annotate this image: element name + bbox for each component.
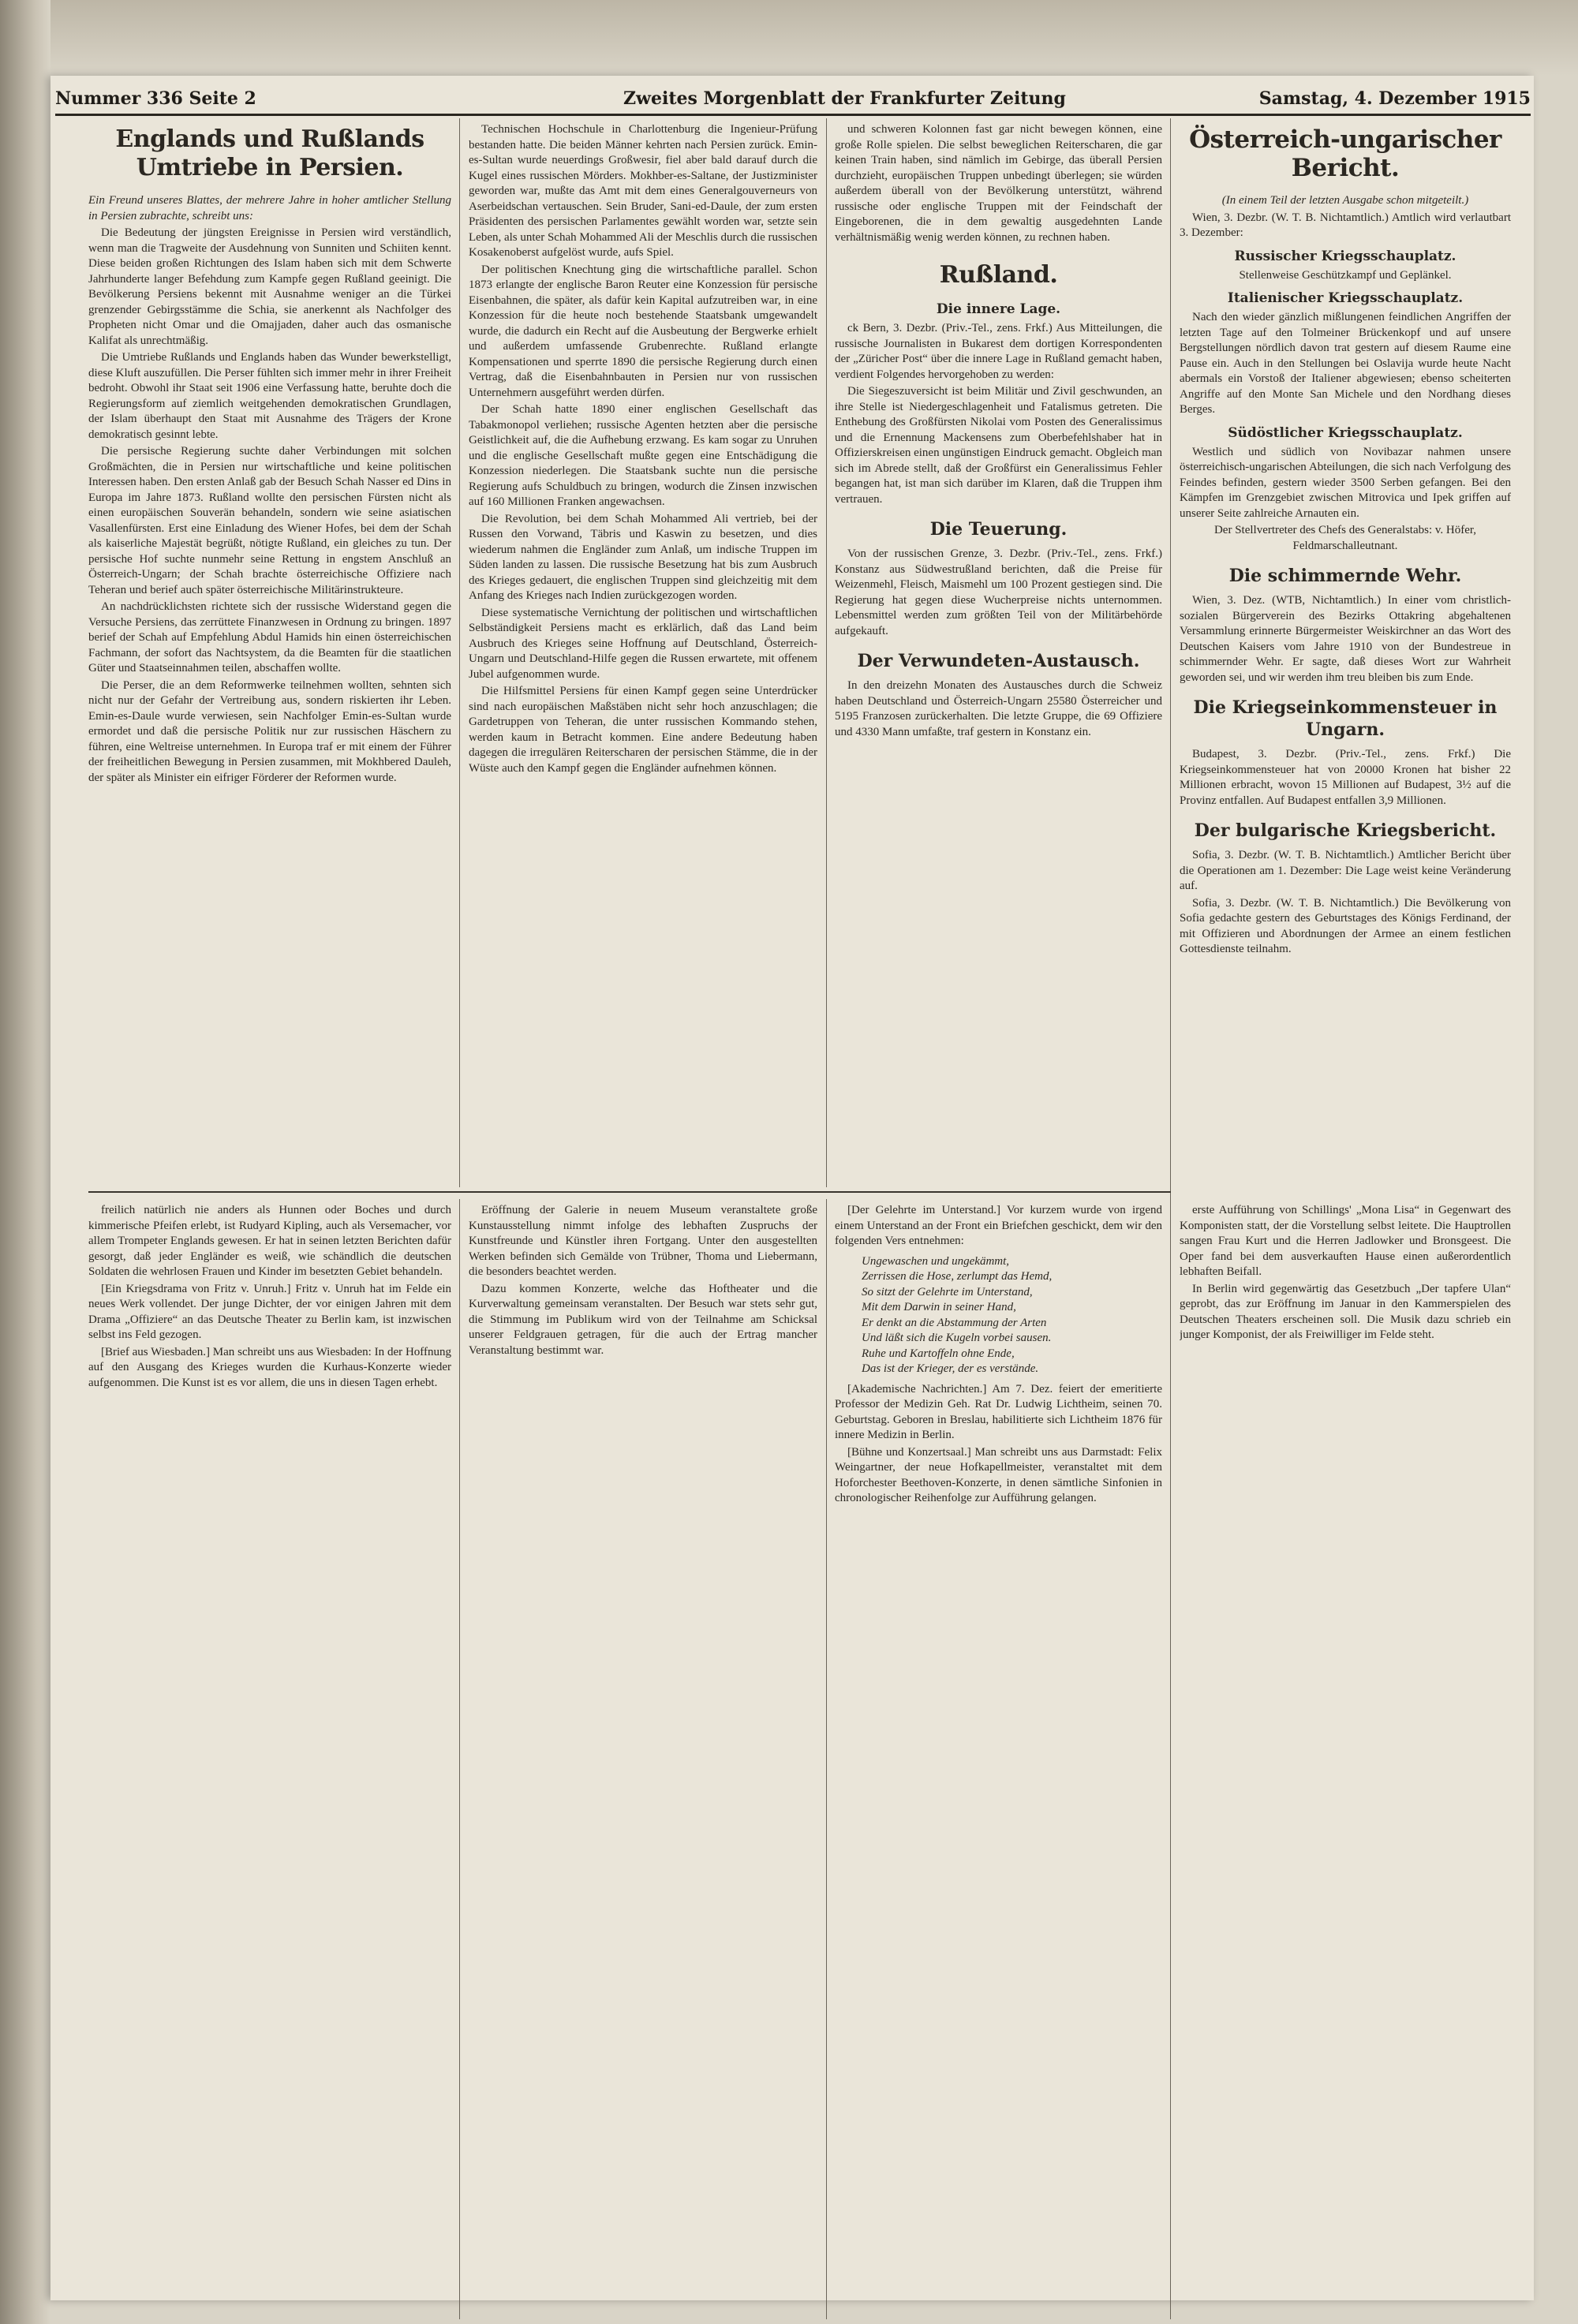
paragraph: Die Bedeutung der jüngsten Ereignisse in Persien wird verständlich, wenn man die Tragweite der Ausdehnung von Sunniten und Schiiten kennt. Diese beiden großen Richtungen des Islam haben sich mit dem Schwerte Jahrhunderte langer Befehdung zum Kampfe gegen Rußland geeinigt. Die Bevölkerung Persiens bekennt mit Ausnahme weniger an die Türkei grenzender Gebirgsstämme die Schia, sie anerkennt als Nachfolger des Propheten nicht Omar und die Omajjaden, daher auch das osmanische Kalifat als unrechtmäßig. bbox=[88, 226, 451, 347]
poem-line: Mit dem Darwin in seiner Hand, bbox=[862, 1301, 1016, 1313]
paragraph: [Der Gelehrte im Unterstand.] Vor kurzem wurde von irgend einem Unterstand an der Front ein Briefchen geschickt, dem wir den folgenden Vers entnehmen: bbox=[835, 1204, 1162, 1247]
paragraph: Westlich und südlich von Novibazar nahmen unsere österreichisch-ungarischen Abteilungen, die sich nach Verfolgung des Feindes befinden, gestern wieder 3500 Serben gefangen. Bei den Kämpfen im Grenzgebiet zwischen Mitrovica und Ipek griffen auf unserer Seite zahlreiche Arnauten ein. bbox=[1180, 445, 1511, 520]
column-rule-1 bbox=[459, 118, 460, 1187]
article-austria-report bbox=[1180, 122, 1511, 1187]
paragraph: In den dreizehn Monaten des Austausches durch die Schweiz haben Deutschland und Österreich-Ungarn 25580 Österreicher und 5195 Franzosen zurückerhalten. Die letzte Gruppe, die 69 Offiziere und 4330 Mann umfaßte, traf gestern in Konstanz ein. bbox=[835, 679, 1162, 738]
article-austria-lead: (In einem Teil der letzten Ausgabe schon mitgeteilt.) bbox=[1221, 194, 1469, 207]
poem-line: Das ist der Krieger, der es verstände. bbox=[862, 1362, 1039, 1375]
paragraph: und schweren Kolonnen fast gar nicht bewegen können, eine große Rolle spielen. Die selbst beweglichen Reiterscharen, die gar keinen Train haben, sind nämlich im Gebirge, das überall Persien durchzieht, europäischen Truppen unbedingt überlegen; sie würden außerdem überall von der Bevölkerung unterstützt, während russische oder englische Truppen mit der Feindschaft der Eingeborenen, die in dem gewaltig ausgedehnten Lande verhältnismäßig wenig werden können, zu rechnen haben. bbox=[835, 123, 1162, 244]
masthead bbox=[55, 82, 1531, 116]
paragraph: Die Perser, die an dem Reformwerke teilnehmen wollten, sehnten sich nicht nur der Gefahr der Vertreibung aus, sondern riskierten ihr Leben. Emin-es-Daule wurde verwiesen, sein Nachfolger Emin-es-Sultan wurde ermordet und daß die persische Politik nur zur russischen Häschern zu führen, eine Weltreise unternehmen. In Europa traf er mit einem der Führer der freiheitlichen Bewegung in Persien zusammen, mit Mokhbered Dauleh, der später als Minister ein eifriger Förderer der Reformen wurde. bbox=[88, 678, 451, 784]
article-persia-continued bbox=[469, 122, 817, 1187]
feuilleton-divider bbox=[88, 1191, 1171, 1193]
paragraph: In Berlin wird gegenwärtig das Gesetzbuch „Der tapfere Ulan“ geprobt, das zur Eröffnung im Januar in den Kammerspielen des Deutschen Theaters erscheinen soll. Die Musik dazu schrieb ein junger Komponist, der als Freiwilliger im Felde steht. bbox=[1180, 1282, 1511, 1341]
paragraph: Die Umtriebe Rußlands und Englands haben das Wunder bewerkstelligt, diese Kluft auszufüllen. Die Perser fühlten sich immer mehr in ihrer Freiheit bedroht. Obwohl ihr Staat seit 1906 eine Verfassung hatte, beruhte doch die Regierungsform auf ziemlich weitgehenden demokratischen Grundlagen, der Islam überhaupt den Staat mit Ausnahme des Trägers der Krone demokratisch gesinnt lebte. bbox=[88, 351, 451, 441]
paragraph: [Akademische Nachrichten.] Am 7. Dez. feiert der emeritierte Professor der Medizin Geh. Rat Dr. Ludwig Lichtheim, seinen 70. Geburtstag. Geboren in Breslau, habilitierte sich Lichtheim 1876 für innere Medizin in Berlin. bbox=[835, 1382, 1162, 1441]
paragraph: erste Aufführung von Schillings' „Mona Lisa“ in Gegenwart des Komponisten statt, der die Vorstellung selbst leitete. Die Hauptrollen sangen Frau Kurt und die Herren Jadlowker und Bronsgeest. Die Oper fand bei dem ausverkauften Hause einen außerordentlich lebhaften Beifall. bbox=[1180, 1204, 1511, 1278]
subheading: Italienischer Kriegsschauplatz. bbox=[1227, 290, 1464, 306]
paragraph: freilich natürlich nie anders als Hunnen oder Boches und durch kimmerische Pfeifen erlebt, ist Rudyard Kipling, auch als Versemacher, vor allem Trompeter Englands gewesen. Er hat in seinen letzten Berichten dafür gesorgt, daß jeder Engländer es weiß, wie schändlich die deutschen Soldaten die wehrlosen Frauen und Kinder im besetzten Gebiet behandeln. bbox=[88, 1204, 451, 1278]
paragraph: Der Schah hatte 1890 einer englischen Gesellschaft das Tabakmonopol verliehen; russische Agenten hetzten aber die persische Geistlichkeit auf, die die Aufhebung erzwang. Es kam sogar zu Unruhen und die englische Gesellschaft mußte gegen eine Entschädigung die Konzession niederlegen. Die Staatsbank suchte nun die persische Regierung aufs Schuldbuch zu bringen, wodurch die Zinsen inzwischen auf 160 Millionen Franken angewachsen. bbox=[469, 403, 817, 508]
section-heading: Die Kriegseinkommensteuer in Ungarn. bbox=[1193, 697, 1498, 740]
article-russia bbox=[835, 122, 1162, 1187]
column-rule-3 bbox=[1170, 118, 1171, 2319]
poem bbox=[835, 1254, 1162, 1377]
paragraph: Wien, 3. Dez. (WTB, Nichtamtlich.) In einer vom christlich-sozialen Bürgerverein des Bezirks Ottakring abgehaltenen Versammlung erinnerte Bürgermeister Weiskirchner an das Wort des Deutschen Kaisers vom Jahre 1910 von der Bundestreue in schimmernder Wehr. Er sagte, daß dieses Wort zur Wahrheit geworden sei, und wir werden ihm treu bleiben bis zum Ende. bbox=[1180, 594, 1511, 684]
paragraph: Von der russischen Grenze, 3. Dezbr. (Priv.-Tel., zens. Frkf.) Konstanz aus Südwestrußland berichten, daß die Preise für Weizenmehl, Fleisch, Maismehl um 100 Prozent gestiegen sind. Die Regierung hat gegen diese Wucherpreise nichts unternommen. Lebensmittel werden zum größten Teil von der Militärbehörde aufgekauft. bbox=[835, 547, 1162, 637]
feuilleton-column-2 bbox=[469, 1203, 817, 2300]
paragraph: Nach den wieder gänzlich mißlungenen feindlichen Angriffen der letzten Tage auf den Tolmeiner Brückenkopf und auf unsere Bergstellungen nördlich davon trat gestern auf diesem Raume eine Pause ein. Auch in den Stellungen bei Oslavija wurde heute Nacht abermals ein Vorstoß der Italiener abgewiesen; ebenso scheiterten Angriffe auf den Monte San Michele und den Nordhang dieses Berges. bbox=[1180, 311, 1511, 416]
section-heading: Der bulgarische Kriegsbericht. bbox=[1194, 820, 1497, 841]
masthead-issue: Nummer 336 Seite 2 bbox=[55, 88, 256, 109]
paragraph: An nachdrücklichsten richtete sich der russische Widerstand gegen die Versuche Persiens, das zerrüttete Finanzwesen in Ordnung zu bringen. 1897 berief der Schah auf Empfehlung Abdul Hamids hin einen österreichischen Fachmann, der sofort das Nachtsystem, da die Beamten für die staatlichen Güter und Staatseinnahmen teilen, abschaffen wollte. bbox=[88, 600, 451, 674]
poem-line: So sitzt der Gelehrte im Unterstand, bbox=[862, 1285, 1033, 1298]
section-heading: Der Verwundeten-Austausch. bbox=[857, 651, 1140, 671]
section-heading: Die schimmernde Wehr. bbox=[1228, 566, 1462, 586]
paragraph: Budapest, 3. Dezbr. (Priv.-Tel., zens. Frkf.) Die Kriegseinkommensteuer hat von 20000 Kronen hat bisher 22 Millionen erbracht, wovon 15 Millionen auf Budapest, 3½ auf die Provinz entfallen. Auf Budapest entfallen 3,9 Millionen. bbox=[1180, 748, 1511, 807]
paragraph: [Ein Kriegsdrama von Fritz v. Unruh.] Fritz v. Unruh hat im Felde ein neues Werk vollendet. Der junge Dichter, der vor einigen Jahren mit dem Drama „Offiziere“ an das Deutsche Theater zu Berlin kam, ist inzwischen selbst ins Feld gezogen. bbox=[88, 1282, 451, 1341]
paragraph: Dazu kommen Konzerte, welche das Hoftheater und die Kurverwaltung gemeinsam veranstalten. Der Besuch war stets sehr gut, die Stimmung im Publikum wird von der Teilnahme am Schicksal unserer Feldgrauen getragen, für die auch der Ertrag mancher Veranstaltung bestimmt war. bbox=[469, 1282, 817, 1357]
paragraph: Eröffnung der Galerie in neuem Museum veranstaltete große Kunstausstellung nimmt infolge des lebhaften Zuspruchs der Kunstfreunde und Künstler ihren Fortgang. Unter den ausgestellten Werken befinden sich Gemälde von Trübner, Thoma und Liebermann, die besonders beachtet werden. bbox=[469, 1204, 817, 1278]
article-persia-title: Englands und Rußlands Umtriebe in Persien. bbox=[115, 125, 424, 181]
article-austria-title: Österreich-ungarischer Bericht. bbox=[1189, 125, 1501, 182]
poem-line: Ruhe und Kartoffeln ohne Ende, bbox=[862, 1347, 1015, 1360]
paragraph: [Bühne und Konzertsaal.] Man schreibt uns aus Darmstadt: Felix Weingartner, der neue Hofkapellmeister, veranstaltet mit dem Hoforchester Beethoven-Konzerte, in denen sämtliche Sinfonien in chronologischer Reihenfolge zur Aufführung gelangen. bbox=[835, 1445, 1162, 1504]
paragraph: Die persische Regierung suchte daher Verbindungen mit solchen Großmächten, die in Persien nur wirtschaftliche und keine politischen Interessen haben. Den ersten Anlaß gab der Besuch Schah Nasser ed Dins in Europa im Jahre 1873. Rußland wollte den persischen Fürsten nicht als einen europäischen Souverän behandeln, sondern wie seine asiatischen Vasallenfürsten. Erst eine Einladung des Wiener Hofes, bei dem der Schah als kaiserliche Majestät begrüßt, nötigte Rußland, ein gleiches zu tun. Der persische Hof suchte nunmehr seine Rettung in engstem Anschluß an Österreich-Ungarn; der Schah brachte österreichische Offiziere nach Teheran und berief auch später österreichische Militärinstrukteure. bbox=[88, 445, 451, 596]
article-russia-title: Rußland. bbox=[939, 261, 1058, 289]
article-persia bbox=[88, 122, 451, 1187]
masthead-date: Samstag, 4. Dezember 1915 bbox=[1258, 88, 1531, 109]
paragraph: Der politischen Knechtung ging die wirtschaftliche parallel. Schon 1873 erlangte der englische Baron Reuter eine Konzession für persische Eisenbahnen, die später, als dafür kein Kapital aufzutreiben war, in eine Konzession für die heute noch bestehende Staatsbank umgewandelt wurde, die dadurch ein Recht auf die Ausbeutung der Bergwerke erhielt und außerdem umfassende Grubenrechte. Rußland erlangte Kompensationen und sperrte 1890 die persische Regierung durch einen Vertrag, daß die Eisenbahnbauten in Persien nur von russischen Unternehmern ausgeführt werden dürfen. bbox=[469, 263, 817, 399]
subheading-note: Stellenweise Geschützkampf und Geplänkel. bbox=[1239, 268, 1452, 282]
subheading: Südöstlicher Kriegsschauplatz. bbox=[1228, 424, 1463, 441]
feuilleton-rule-2 bbox=[826, 1199, 827, 2319]
column-rule-2 bbox=[826, 118, 827, 1187]
subheading: Russischer Kriegsschauplatz. bbox=[1234, 248, 1456, 264]
dateline: Wien, 3. Dezbr. (W. T. B. Nichtamtlich.) Amtlich wird verlautbart 3. Dezember: bbox=[1180, 211, 1511, 239]
poem-line: Zerrissen die Hose, zerlumpt das Hemd, bbox=[862, 1270, 1053, 1283]
poem-line: Ungewaschen und ungekämmt, bbox=[862, 1254, 1010, 1268]
feuilleton-column-1 bbox=[88, 1203, 451, 2300]
paragraph: Technischen Hochschule in Charlottenburg die Ingenieur-Prüfung bestanden hatte. Die beiden Männer kehrten nach Persien zurück. Emin-es-Sultan wurde neuerdings Großwesir, fiel aber bald darauf durch die Kugel eines russischen Mörders. Mokhber-es-Saltane, der Justizminister geworden war, mußte das Amt mit dem eines Generalgouverneurs von Aserbeidschan vertauschen. Sein Bruder, Sani-ed-Daule, der zum ersten Präsidenten des persischen Parlamentes gewählt worden war, setzte sein Leben, als unter Schah Mohammed Ali der Meschlis durch die russischen Kosakenoberst aufgelöst wurde, aufs Spiel. bbox=[469, 123, 817, 259]
feuilleton-column-3 bbox=[835, 1203, 1162, 2300]
article-persia-lead: Ein Freund unseres Blattes, der mehrere Jahre in hoher amtlicher Stellung in Persien zubrachte, schreibt uns: bbox=[88, 194, 451, 222]
paragraph: [Brief aus Wiesbaden.] Man schreibt uns aus Wiesbaden: In der Hoffnung auf den Ausgang des Krieges wurden die Kurhaus-Konzerte wieder aufgenommen. Die Kunst ist es vor allem, die uns in diesen Tagen erhebt. bbox=[88, 1345, 451, 1389]
poem-line: Und läßt sich die Kugeln vorbei sausen. bbox=[862, 1332, 1052, 1344]
paragraph: Diese systematische Vernichtung der politischen und wirtschaftlichen Selbständigkeit Persiens macht es erklärlich, daß das Land beim Ausbruch des Krieges seine Hoffnung auf Deutschland, Österreich-Ungarn und Deutschland-Hilfe gegen die Russen erwartete, mit offenem Jubel aufgenommen wurde. bbox=[469, 606, 817, 681]
paragraph: Die Siegeszuversicht ist beim Militär und Zivil geschwunden, an ihre Stelle ist Niedergeschlagenheit und Fatalismus getreten. Die Enthebung des Großfürsten Nikolai vom Posten des Generalissimus und die Ernennung Mackensens zum Oberbefehlshaber hat in Offizierskreisen einen ungünstigen Eindruck gemacht. Obgleich man sich im Abrede stellt, daß der Großfürst ein Generalissimus Fehler begangen hat, ist man sich darüber im Klaren, daß die Truppen ihm vertrauen. bbox=[835, 385, 1162, 506]
paragraph: Die Revolution, bei dem Schah Mohammed Ali vertrieb, bei der Russen den Vorwand, Täbris und Kaswin zu besetzen, und dies wiederum nahmen die Engländer zum Anlaß, um indische Truppen im Süden landen zu lassen. Die russische Besetzung hat bis zum Ausbruch des Krieges gedauert, die englischen Truppen sind gleichzeitig mit dem Anfang des Krieges nach Indien zurückgezogen worden. bbox=[469, 512, 817, 602]
book-spine-shadow bbox=[0, 0, 50, 2324]
paragraph: ck Bern, 3. Dezbr. (Priv.-Tel., zens. Frkf.) Aus Mitteilungen, die russische Journalisten in Bukarest dem dortigen Korrespondenten der „Züricher Post“ über die innere Lage in Rußland gemacht haben, verdient Folgendes hervorgehoben zu werden: bbox=[835, 322, 1162, 381]
page-top-margin bbox=[50, 0, 1578, 76]
article-russia-subtitle: Die innere Lage. bbox=[936, 301, 1061, 317]
section-heading: Die Teuerung. bbox=[929, 519, 1068, 540]
signature: Der Stellvertreter des Chefs des Generalstabs: v. Höfer, Feldmarschalleutnant. bbox=[1213, 524, 1477, 552]
feuilleton-rule-1 bbox=[459, 1199, 460, 2319]
paragraph: Sofia, 3. Dezbr. (W. T. B. Nichtamtlich.) Die Bevölkerung von Sofia gedachte gestern des Geburtstages des Königs Ferdinand, der mit Offizieren und Abordnungen der Armee an einem festlichen Gottesdienste teilnahm. bbox=[1180, 896, 1511, 955]
paragraph: Die Hilfsmittel Persiens für einen Kampf gegen seine Unterdrücker sind nach europäischen Maßstäben nicht sehr hoch anzuschlagen; die Gardetruppen von Teheran, die unter russischen Kommando stehen, werden kaum in Betracht kommen. Eine andere Bedeutung haben dagegen die irregulären Reiterscharen der persischen Stämme, die in der Wüste auch den Kampf gegen die Engländer aufnehmen können. bbox=[469, 685, 817, 775]
feuilleton-column-4 bbox=[1180, 1203, 1511, 2300]
masthead-paper-name: Zweites Morgenblatt der Frankfurter Zeitung bbox=[623, 88, 1066, 109]
paragraph: Sofia, 3. Dezbr. (W. T. B. Nichtamtlich.) Amtlicher Bericht über die Operationen am 1. Dezember: Die Lage weist keine Veränderung auf. bbox=[1180, 849, 1511, 892]
poem-line: Er denkt an die Abstammung der Arten bbox=[862, 1316, 1047, 1329]
